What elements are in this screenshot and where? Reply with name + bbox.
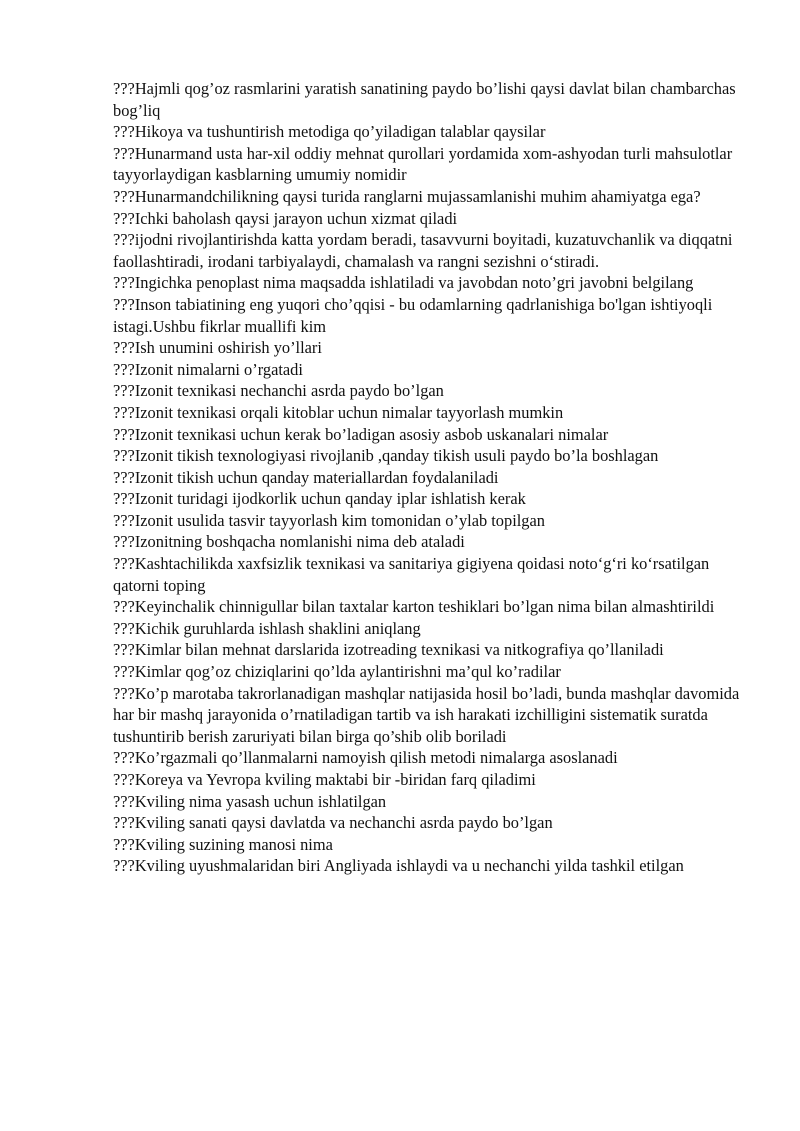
- question-line: ???Hikoya va tushuntirish metodiga qo’yiladigan talablar qaysilar: [113, 122, 546, 142]
- question-line: ???Izonit texnikasi uchun kerak bo’ladigan asosiy asbob uskanalari nimalar: [113, 424, 609, 444]
- question-line: ???Keyinchalik chinnigullar bilan taxtalar karton teshiklari bo’lgan nima bilan almashtirildi: [113, 597, 715, 617]
- question-line: ???Kashtachilikda xaxfsizlik texnikasi va sanitariya gigiyena qoidasi noto‘g‘ri ko‘rsatilgan qatorni toping: [113, 554, 710, 595]
- question-line: ???Ko’rgazmali qo’llanmalarni namoyish qilish metodi nimalarga asoslanadi: [113, 748, 618, 768]
- question-line: ???Ish unumini oshirish yo’llari: [113, 338, 322, 358]
- question-line: ???Hajmli qog’oz rasmlarini yaratish sanatining paydo bo’lishi qaysi davlat bilan chambarchas bog’liq: [113, 79, 736, 120]
- question-line: ???Kimlar bilan mehnat darslarida izotreading texnikasi va nitkografiya qo’llaniladi: [113, 640, 664, 660]
- question-line: ???Kviling sanati qaysi davlatda va nechanchi asrda paydo bo’lgan: [113, 813, 553, 833]
- question-line: ???Hunarmandchilikning qaysi turida ranglarni mujassamlanishi muhim ahamiyatga ega?: [113, 186, 701, 206]
- question-line: ???Izonitning boshqacha nomlanishi nima deb ataladi: [113, 532, 465, 552]
- question-line: ???Izonit tikish uchun qanday materiallardan foydalaniladi: [113, 467, 499, 487]
- question-line: ???Izonit usulida tasvir tayyorlash kim tomonidan o’ylab topilgan: [113, 510, 545, 530]
- question-line: ???Ko’p marotaba takrorlanadigan mashqlar natijasida hosil bo’ladi, bunda mashqlar davomida har bir mashq jarayonida o’rnatiladigan tartib va ish harakati izchilligini sistematik suratda tushuntirib berish zaruriyati bilan birga qo’shib olib boriladi: [113, 683, 740, 746]
- question-line: ???Kviling nima yasash uchun ishlatilgan: [113, 791, 387, 811]
- question-line: ???Kviling uyushmalaridan biri Angliyada ishlaydi va u nechanchi yilda tashkil etilgan: [113, 856, 684, 876]
- question-line: ???Kimlar qog’oz chiziqlarini qo’lda aylantirishni ma’qul ko’radilar: [113, 662, 561, 682]
- question-line: ???Ingichka penoplast nima maqsadda ishlatiladi va javobdan noto’gri javobni belgilang: [113, 273, 694, 293]
- question-line: ???Izonit tikish texnologiyasi rivojlanib ,qanday tikish usuli paydo bo’la boshlagan: [113, 446, 659, 466]
- question-line: ???Izonit texnikasi nechanchi asrda paydo bo’lgan: [113, 381, 444, 401]
- question-line: ???Hunarmand usta har-xil oddiy mehnat qurollari yordamida xom-ashyodan turli mahsulotlar tayyorlaydigan kasblarning umumiy nomidir: [113, 143, 733, 185]
- question-line: ???Izonit texnikasi orqali kitoblar uchun nimalar tayyorlash mumkin: [113, 402, 564, 422]
- question-line: ???ijodni rivojlantirishda katta yordam beradi, tasavvurni boyitadi, kuzatuvchanlik va diqqatni faollashtiradi, irodani tarbiyalaydi, chamalash va rangni sezishni o‘stiradi.: [113, 230, 733, 271]
- question-line: ???Izonit nimalarni o’rgatadi: [113, 359, 303, 379]
- question-line: ???Ichki baholash qaysi jarayon uchun xizmat qiladi: [113, 208, 458, 228]
- document-page: [113, 78, 745, 877]
- question-line: ???Izonit turidagi ijodkorlik uchun qanday iplar ishlatish kerak: [113, 489, 526, 509]
- question-line: ???Koreya va Yevropa kviling maktabi bir -biridan farq qiladimi: [113, 770, 536, 789]
- question-line: ???Kviling suzining manosi nima: [113, 834, 333, 854]
- question-line: ???Inson tabiatining eng yuqori cho’qqisi - bu odamlarning qadrlanishiga bo'lgan ishtiyoqli istagi.Ushbu fikrlar muallifi kim: [113, 294, 713, 336]
- question-line: ???Kichik guruhlarda ishlash shaklini aniqlang: [113, 618, 421, 638]
